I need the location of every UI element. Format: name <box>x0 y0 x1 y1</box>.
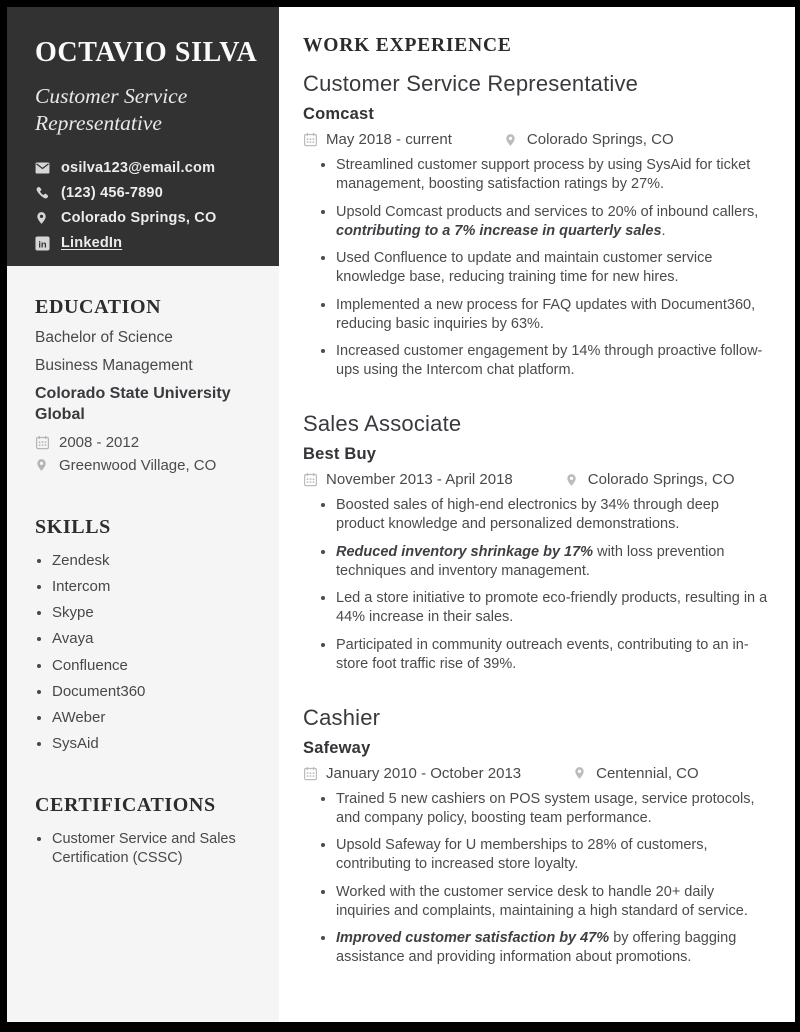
bullet-item <box>336 249 769 287</box>
certification-item: • Customer Service and Sales Certification (CSSC) <box>52 830 255 868</box>
bullet-text: Implemented a new process for FAQ updates with Document360, reducing basic inquiries by 63%. <box>336 296 756 332</box>
certifications-list <box>35 830 255 868</box>
jobs-list <box>303 71 769 967</box>
job-title: Sales Associate <box>303 411 462 436</box>
job-bullets <box>303 496 769 674</box>
education-location-row <box>35 457 255 474</box>
education-heading: EDUCATION <box>35 296 162 318</box>
contact-row <box>35 210 253 226</box>
skill-item: • SysAid <box>52 735 255 754</box>
main-content <box>279 7 795 1022</box>
certifications-heading: CERTIFICATIONS <box>35 794 216 817</box>
job-bullets <box>303 156 769 380</box>
job-entry <box>303 71 769 380</box>
job-location: Centennial, CO <box>596 764 699 782</box>
skills-heading: SKILLS <box>35 515 111 538</box>
job-title: Cashier <box>303 704 381 730</box>
job-location: Colorado Springs, CO <box>526 131 674 148</box>
contact-text: Colorado Springs, CO <box>61 210 217 227</box>
calendar-icon <box>303 132 319 147</box>
bullet-item <box>336 156 769 194</box>
bullet-text: Upsold Comcast products and services to 20% of inbound callers, <box>336 203 759 220</box>
bullet-item <box>336 589 769 627</box>
bullet-emphasis: contributing to a 7% increase in quarterly sales <box>336 222 662 239</box>
bullet-item <box>336 836 769 874</box>
skill-item: • Skype <box>52 604 255 623</box>
certifications-section <box>35 794 255 868</box>
pin-icon <box>565 472 581 487</box>
skill-item: • Avaya <box>52 630 255 649</box>
job-meta-row <box>303 471 769 488</box>
contact-list <box>35 160 253 251</box>
bullet-item <box>336 496 769 534</box>
calendar-icon <box>35 435 51 450</box>
job-title: Customer Service Representative <box>303 71 639 96</box>
calendar-icon <box>303 472 319 487</box>
bullet-text: by offering bagging assistance and providing information about promotions. <box>336 930 737 965</box>
company-name: Best Buy <box>303 445 377 463</box>
bullet-text: Led a store initiative to promote eco-friendly products, resulting in a 44% increase in their sales. <box>336 590 768 625</box>
education-field: Business Management <box>35 357 193 374</box>
contact-text: osilva123@email.com <box>61 160 216 177</box>
company-name: Comcast <box>303 105 375 123</box>
bullet-text: Streamlined customer support process by using SysAid for ticket management, boosting satisfaction ratings by 27%. <box>336 157 751 192</box>
bullet-text: . <box>661 222 666 239</box>
sidebar <box>7 7 279 1022</box>
job-entry <box>303 705 769 968</box>
contact-row <box>35 160 253 176</box>
job-dates: November 2013 - April 2018 <box>326 471 513 488</box>
bullet-item <box>336 543 769 581</box>
linkedin-icon <box>35 235 52 251</box>
contact-text: (123) 456-7890 <box>61 185 163 202</box>
job-location-group <box>573 765 699 782</box>
bullet-text: Trained 5 new cashiers on POS system usage, service protocols, and company policy, boosting team performance. <box>336 790 755 826</box>
job-bullets <box>303 790 769 968</box>
skills-section <box>35 516 255 755</box>
linkedin-link[interactable]: LinkedIn <box>61 235 123 252</box>
education-degree: Bachelor of Science <box>35 329 173 346</box>
education-school: Colorado State University Global <box>35 385 231 423</box>
sidebar-header <box>7 7 279 266</box>
svg-text:in: in <box>38 238 47 249</box>
resume-page <box>7 7 795 1022</box>
job-meta-row <box>303 765 769 782</box>
education-dates: 2008 - 2012 <box>59 433 140 451</box>
envelope-icon <box>35 160 52 176</box>
person-title-line-1: Customer Service <box>35 84 188 108</box>
pin-icon <box>35 458 51 473</box>
bullet-item <box>336 929 769 967</box>
education-dates-row <box>35 434 255 451</box>
calendar-icon <box>303 766 319 781</box>
work-experience-heading: WORK EXPERIENCE <box>303 35 512 56</box>
pin-icon <box>504 132 520 147</box>
pin-icon <box>573 766 589 781</box>
company-name: Safeway <box>303 738 371 757</box>
job-location-group <box>504 131 674 148</box>
education-location: Greenwood Village, CO <box>59 456 217 474</box>
person-title-line-2: Representative <box>35 111 162 136</box>
job-dates: May 2018 - current <box>326 131 452 148</box>
bullet-item <box>336 636 769 674</box>
bullet-item <box>336 203 769 241</box>
bullet-text: with loss prevention techniques and inventory management. <box>336 543 725 579</box>
bullet-text: Participated in community outreach events, contributing to an in-store foot traffic rise of 39%. <box>336 636 749 672</box>
bullet-item <box>336 883 769 921</box>
bullet-emphasis: Reduced inventory shrinkage by 17% <box>336 543 594 560</box>
job-meta-row <box>303 131 769 148</box>
job-entry <box>303 411 769 674</box>
skill-item: • Document360 <box>52 683 255 702</box>
bullet-text: Worked with the customer service desk to handle 20+ daily inquiries and complaints, maintaining a high standard of service. <box>336 883 748 919</box>
bullet-item <box>336 342 769 380</box>
bullet-text: Boosted sales of high-end electronics by 34% through deep product knowledge and personalized demonstrations. <box>336 497 719 532</box>
pin-icon <box>35 210 52 226</box>
job-location: Colorado Springs, CO <box>587 471 735 488</box>
bullet-text: Used Confluence to update and maintain customer service knowledge base, reducing training time for new hires. <box>336 250 713 285</box>
education-section <box>35 296 255 474</box>
skill-item: • AWeber <box>52 709 255 728</box>
skills-list <box>35 552 255 755</box>
bullet-text: Upsold Safeway for U memberships to 28% of customers, contributing to increased store loyalty. <box>336 837 708 872</box>
contact-row <box>35 185 253 201</box>
job-location-group <box>565 471 735 488</box>
bullet-text: Increased customer engagement by 14% through proactive follow-ups using the Intercom chat platform. <box>336 343 763 378</box>
phone-icon <box>35 185 52 201</box>
skill-item: • Intercom <box>52 578 255 597</box>
bullet-item <box>336 296 769 334</box>
person-name: OCTAVIO SILVA <box>35 37 258 68</box>
bullet-item <box>336 790 769 828</box>
skill-item: • Zendesk <box>52 552 255 571</box>
job-dates: January 2010 - October 2013 <box>326 764 522 782</box>
person-title <box>35 83 253 137</box>
sidebar-body <box>7 266 279 1022</box>
contact-row <box>35 235 253 251</box>
skill-item: • Confluence <box>52 657 255 676</box>
bullet-emphasis: Improved customer satisfaction by 47% <box>336 930 610 946</box>
